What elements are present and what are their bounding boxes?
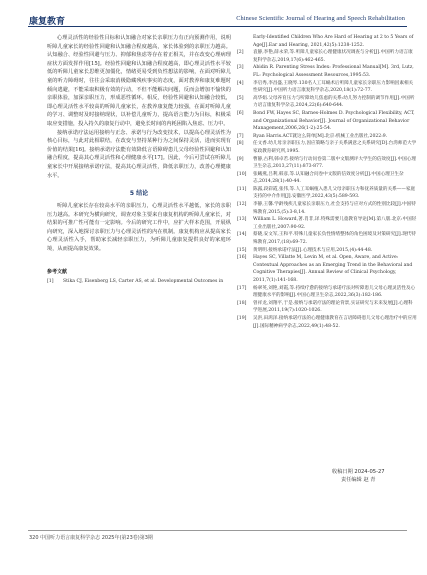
right-column [237, 34, 417, 330]
header-rule [28, 26, 407, 27]
reference-number: [1] [47, 278, 54, 284]
reference-text: 杨翠英,刘艳,刘霞,等.持续疗愈的接纳与承诺疗法对听障患儿父母心理灵活性及心理健康水平的影响[J].中国心理卫生杂志,2022,36(3):182-186. [253, 285, 416, 299]
reference-text: 张曦燕,吕利,韩彦,等.认知融合问卷中文版的信效度分析[J].中国心理卫生杂志,2014,28(1):40-44. [253, 171, 404, 185]
responsible-editor: 责任编辑 赵 青 [341, 477, 376, 483]
reference-text: Hayes SC, Villatte M, Levin M, et al. Open, Aware, and Active: Contextual Approaches as an Emerging Trend in the Behavioral and Cognitive Therapies[J]. Annual Review of Clinical Psychology, 2011,7(1):141-168. [253, 255, 413, 283]
reference-text: 曹静,古利,韩卓若.接纳与行动问卷第二版中文版测评大学生的信效度[J].中国心理卫生杂志,2013,27(11):873-877. [253, 156, 416, 170]
reference-text: 曾祥龙,刘翔平,于是.接纳与承诺疗法的理论背景,实证研究与未来发展[J].心理科学进展,2011,19(7):1020-1026. [253, 300, 413, 314]
reference-number: [7] [237, 133, 244, 139]
reference-item [237, 254, 417, 284]
reference-text: 黄明明.接纳承诺疗法[J].心理技术与应用,2015,(4):44-48. [253, 247, 373, 253]
conclusion-paragraph: 听障儿童家长存在较高水平的亲职压力，心理灵活性水平越低，家长的亲职压力越高。本研究为横向研究，调查对象主要来自康复机构的听障儿童家长，对结果的可推广性可能有一定影响。今后的研究工作中，应扩大样本范围，开展纵向研究，深入地探讨亲职压力与心理灵活性的内在机制。康复机构应从提高家长心理灵活性入手，帮助家长减轻亲职压力，为听障儿童康复提供良好的家庭环境，从而提高康复效果。 [47, 203, 231, 253]
reference-text: 李静,王馨.学龄残疾儿童家长亲职压力,社会支持与应对方式的性别比较[J].中国特殊教育,2015,(5):3-8,14. [253, 202, 416, 215]
body-paragraph: 接纳承诺疗法运用接纳与正念、承诺与行为改变技术，以提高心理灵活性为核心目标，与此对此相联结，在改变与坚持某种行为之间保持灵活，进而实现有价值的结果[16]。接纳承诺疗法能有效降低言语障碍患儿父母经验性回避和认知融合程度，提高其心理灵活性和心理健康水平[17]。因此，今后可尝试在听障儿童家长中开展接纳承诺疗法，提高其心理灵活性，降低亲职压力，改善心理健康水平。 [47, 129, 231, 179]
reference-number: [13] [237, 217, 247, 223]
reference-item [237, 110, 417, 133]
page-footer: 320 中国听力语言康复科学杂志 2025年(第23卷)第3期 [29, 535, 153, 541]
reference-number: [16] [237, 255, 247, 261]
section-title: 5 结论 [129, 190, 149, 198]
reference-text: 高华娟.父母养育压力与听障幼儿焦虑的关系:幼儿努力控制的调节作用[J].中国听力语言康复科学杂志,2024,22(6):640-644. [253, 95, 415, 109]
reference-number: [11] [237, 186, 247, 192]
reference-number: [6] [237, 110, 244, 116]
reference-item [237, 95, 417, 110]
footer-rule [28, 530, 407, 531]
reference-item [237, 201, 417, 216]
reference-item [237, 49, 417, 64]
journal-header-cn: 康复教育 [29, 17, 66, 27]
reference-text: Stika CJ, Eisenberg LS, Carter AS, et al. Developmental Outcomes in [63, 278, 224, 284]
reference-text: Bond FW, Hayes SC, Barnes-Holmes D. Psychological Flexibility, ACT, and Organizational Behavior[J]. Journal of Organizational Behavior Management,2006,26(1-2):25-54. [253, 110, 415, 132]
reference-number: [5] [237, 95, 244, 101]
reference-number: [10] [237, 171, 247, 177]
reference-number: [4] [237, 80, 244, 86]
left-column [47, 34, 231, 285]
reference-text: 袁静,李艳,薛永荣,等.听障儿童家长心理健康状况调查与分析[J].中国听力语言康复科学杂志,2019,17(6):462-465. [253, 50, 413, 63]
reference-item [237, 140, 417, 155]
reference-item [237, 171, 417, 186]
reference-item [237, 231, 417, 246]
reference-continuation: Early-Identified Children Who Are Hard of Hearing at 2 to 5 Years of Age[J].Ear and Hearing, 2021,42(5):1238-1252. [253, 35, 414, 48]
reference-item [237, 64, 417, 79]
reference-number: [14] [237, 232, 247, 238]
reference-item [237, 216, 417, 231]
reference-number: [12] [237, 202, 247, 208]
references-title: 参考文献 [47, 268, 68, 275]
reference-number: [3] [237, 65, 244, 71]
reference-text: 吴洪,田鸿泽.接纳承诺疗法的心理健康教育在言语障碍患儿父母心理治疗中的应用[J].国际精神病学杂志,2022,49(1):48-52. [253, 315, 417, 329]
reference-number: [2] [237, 50, 244, 56]
reference-text: 蔡晓,安文军,王和平.特殊儿童家长负性情绪整体的角色困境及对策研究[J].现代特殊教育,2017,(18):69-72. [253, 232, 416, 246]
reference-number: [8] [237, 141, 244, 147]
reference-text: 陈露,段彩霞,张伟,等.人工耳蜗植入患儿父母亲职压力和抚养质量的关系——家庭支持的中介作用[J].安徽医学,2022,43(5):589-593. [253, 186, 416, 200]
reference-number: [9] [237, 156, 244, 162]
reference-number: [19] [237, 315, 247, 321]
reference-text: Abidin R. Parenting Stress Index: Professional Manual[M]. 3rd, Lutz, FL: Psychological Assessment Resources,1995:53. [253, 65, 414, 78]
reference-text: 李启秀,李昌盛,王晓琴.130名人工耳蜗术后听障儿童家长亲职压力影响因素相关性研究[J].中国听力语言康复科学杂志,2020,18(1):72-77. [253, 80, 414, 94]
journal-header-en: Chinese Scientific Journal of Hearing and Speech Rehabilitation [236, 15, 405, 22]
reference-text: 任文香.幼儿母亲亲职压力,因应策略与亲子关系满意之关系研究[D].台湾师范大学家政教育研究所,1995. [253, 141, 417, 154]
reference-item [237, 133, 417, 141]
reference-number: [15] [237, 247, 247, 253]
reference-item [237, 80, 417, 95]
reference-item [237, 315, 417, 330]
reference-number: [18] [237, 300, 247, 306]
reference-item [237, 156, 417, 171]
reference-text: Ryan Harris.ACT就这么简单[M].北京:机械工业出版社,2022:9. [253, 133, 388, 139]
reference-item [237, 247, 417, 255]
reference-number: [17] [237, 285, 247, 291]
reference-item [237, 300, 417, 315]
received-date-text: 收稿日期 2024-05-27 [332, 469, 385, 475]
body-paragraph: 心理灵活性的经验性目标和认知融合对家长亲职压力有正向预测作用，说明听障儿童家长的经验性回避和认知融合程度越高，家长体验到的亲职压力越高。认知融合、经验性回避与压力、抑郁和焦虑等存在着正相关，并在改变心理病理症状方面发挥作用[15]。经验性回避和认知融合程度越高，即心理灵活性水平较低的听障儿童家长思维更加僵化，情绪更易受到负性想法的影响，在面对听障儿童的听力障碍时，往往会采取消极隐藏残疾事实的态度，面对教养和康复难题时倾向逃避，不能采取积极有效的行动，不但不能解决问题，反而会增加不愉快的亲职体验，加深亲职压力，形成恶性循环。相反，经验性回避和认知融合较低，即心理灵活性水平较高的听障儿童家长，在教养康复能力较强，在面对听障儿童的学习、调整时及时接纳现状，以补偿儿童听力，提高语言能力为目标，积极采取应变措施，投入持久的康复行动中，避免长时间的内耗困陷入焦虑、压力中。 [47, 35, 231, 127]
reference-list [237, 49, 417, 330]
received-date [332, 468, 385, 484]
reference-item [237, 186, 417, 201]
reference-text: William L. Howard,著.肖非,译.特殊需要儿童教育导论[M].第八版.北京:中国轻工业出版社,2007:90-92. [253, 217, 417, 230]
reference-item [47, 278, 231, 286]
reference-item [237, 285, 417, 300]
